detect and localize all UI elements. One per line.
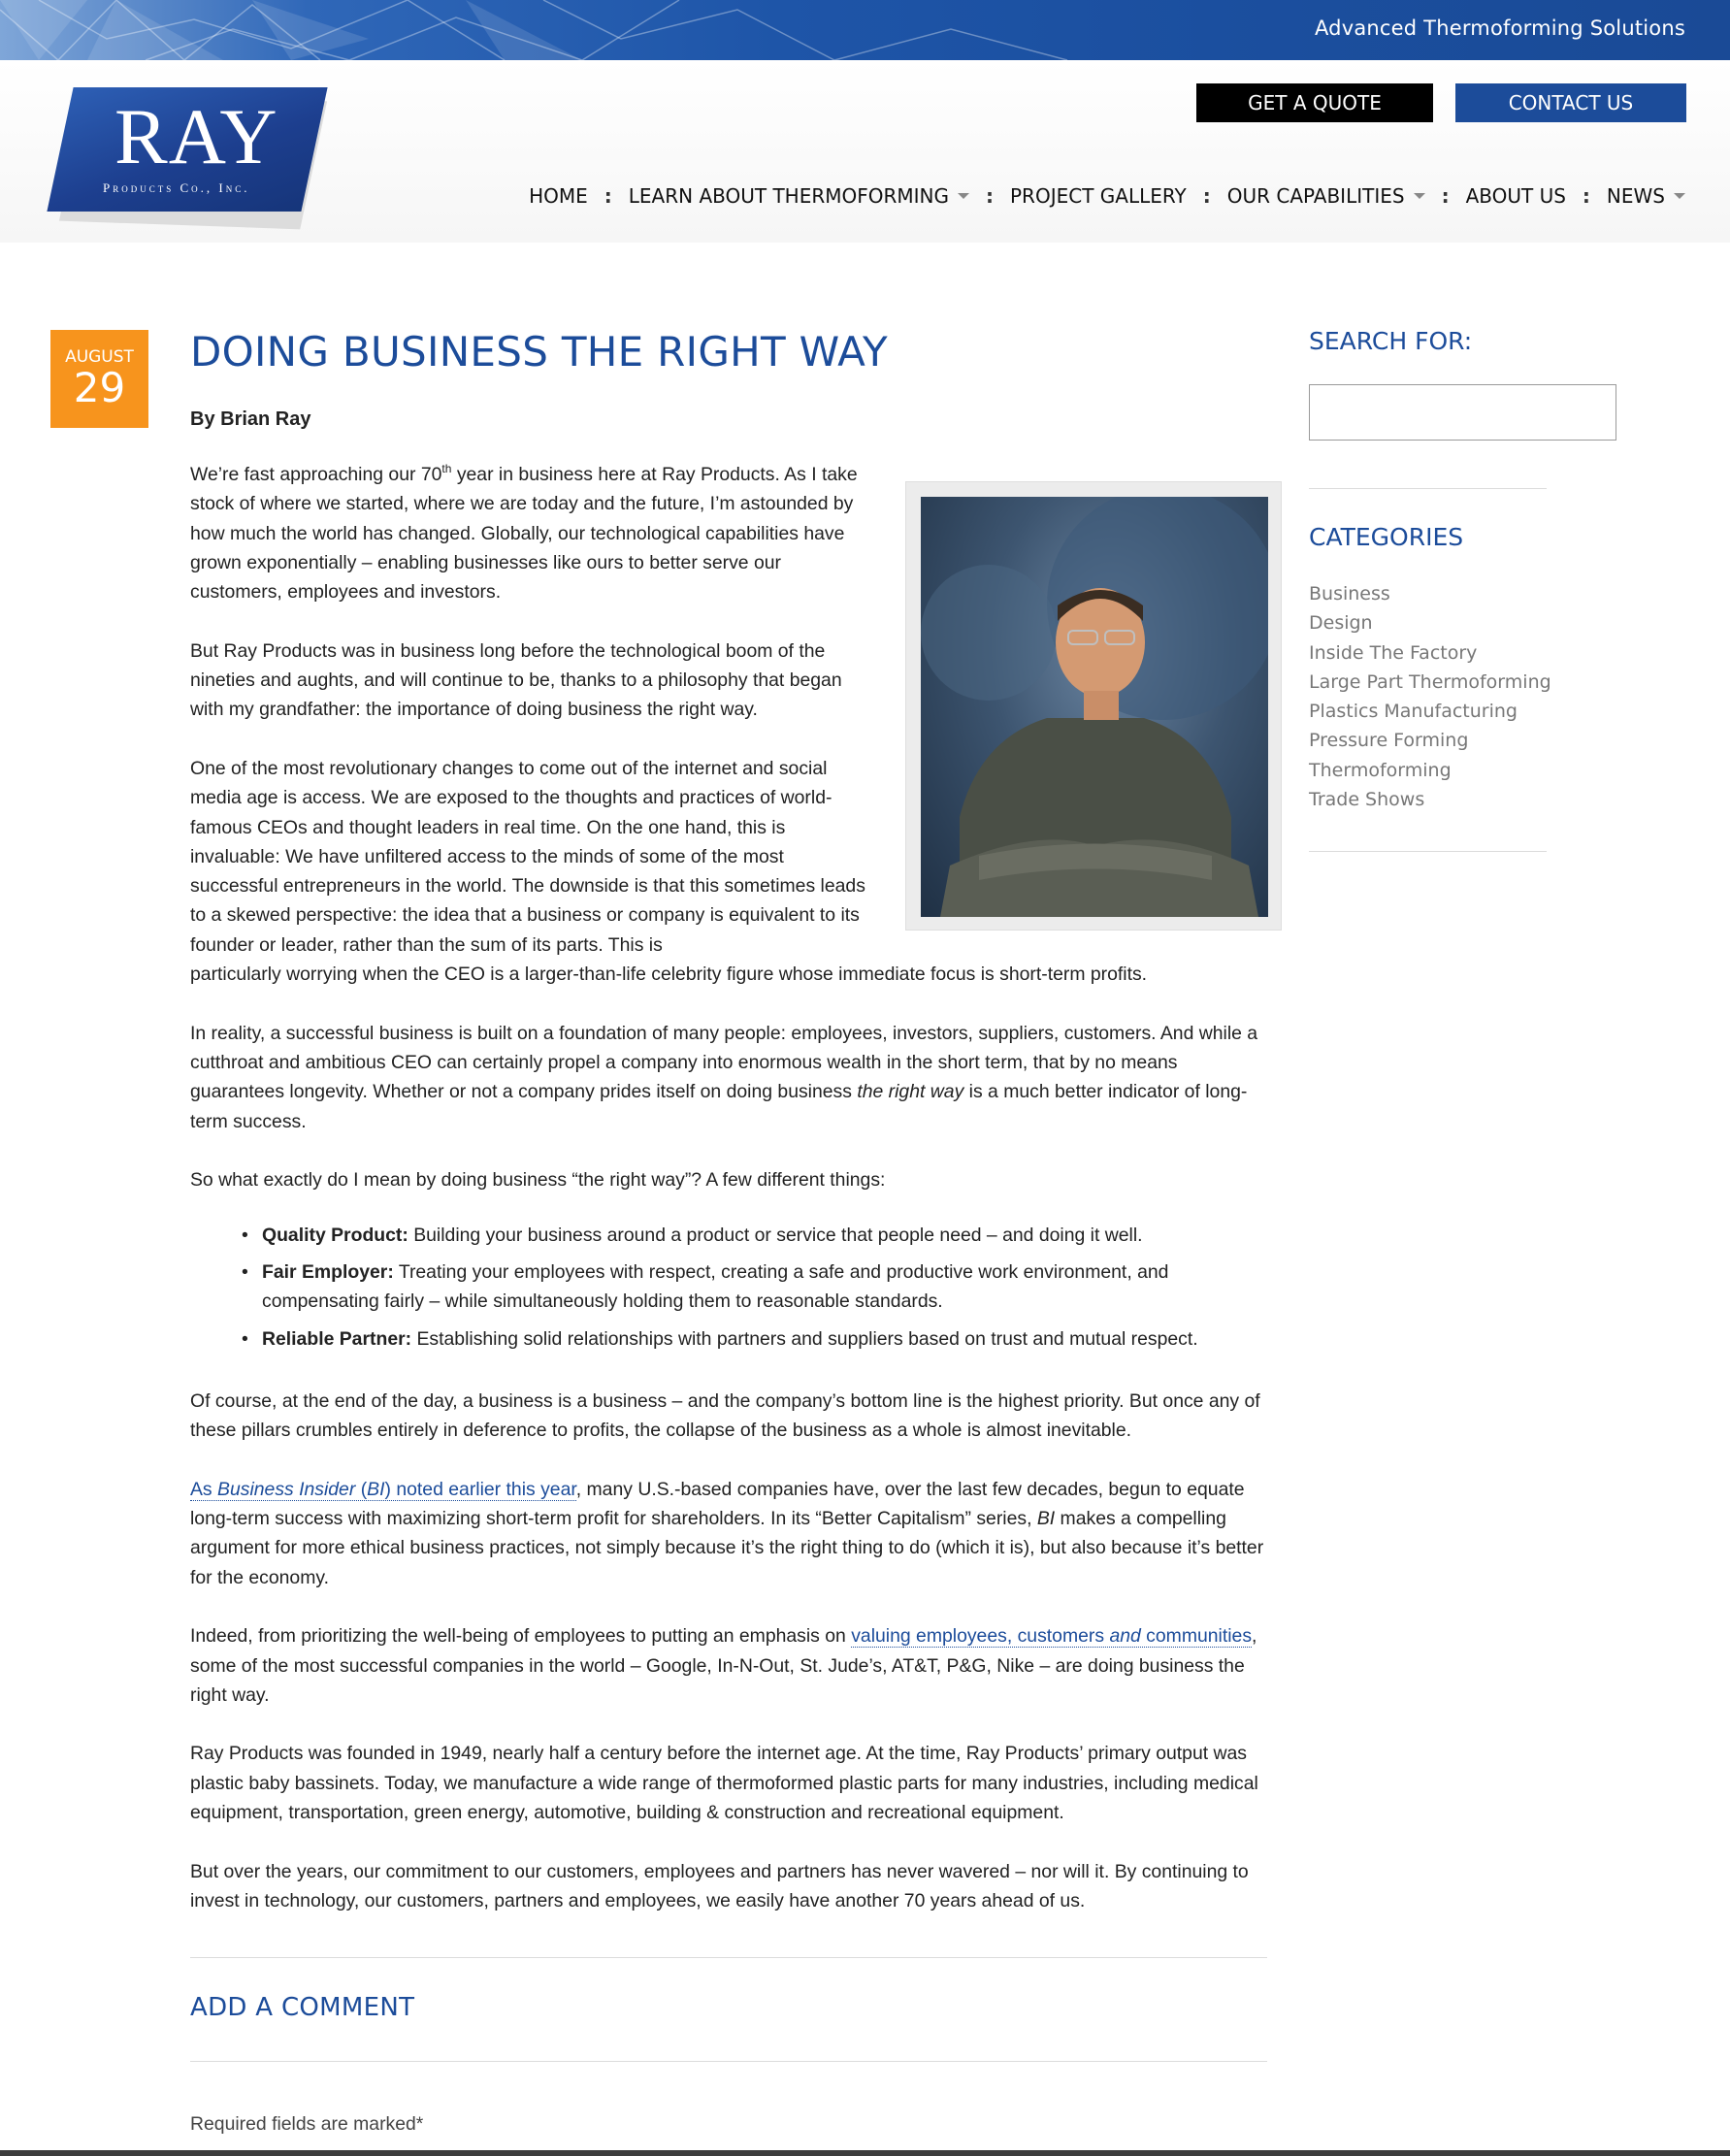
author-photo-frame	[905, 481, 1282, 931]
list-term: Quality Product:	[262, 1224, 408, 1246]
contact-us-button[interactable]: CONTACT US	[1455, 83, 1686, 122]
nav-separator: :	[986, 184, 994, 208]
text: valuing employees, customers	[851, 1625, 1110, 1648]
list-term: Reliable Partner:	[262, 1327, 412, 1350]
emphasis: BI	[367, 1478, 385, 1500]
valuing-employees-link[interactable]	[851, 1625, 1252, 1648]
category-link-inside-the-factory[interactable]: Inside The Factory	[1309, 641, 1478, 664]
text: particularly worrying when the CEO is a larger-than-life celebrity figure whose immediate focus is short-term profits.	[190, 964, 1148, 986]
paragraph	[190, 1019, 1269, 1136]
paragraph	[190, 1475, 1269, 1592]
footer-edge	[0, 2150, 1730, 2156]
paragraph: Of course, at the end of the day, a business is a business – and the company’s bottom line is the highest priority. But once any of these pillars crumbles entirely in deference to profits, the collapse of the business as a whole is almost inevitable.	[190, 1389, 1260, 1442]
paragraph: Ray Products was founded in 1949, nearly half a century before the internet age. At the time, Ray Products’ primary output was plastic baby bassinets. Today, we manufacture a wide range of thermoformed plastic parts for many industries, including medical equipment, transportation, green energy, automotive, building & construction and recreational equipment.	[190, 1743, 1258, 1824]
logo-subtitle: Products Co., Inc.	[103, 180, 250, 195]
business-insider-link[interactable]	[190, 1479, 576, 1501]
principles-list	[262, 1221, 1269, 1354]
text: One of the most revolutionary changes to come out of the internet and social media age is access. We are exposed to the thoughts and practices of world-famous CEOs and thought leaders in real time. On the one hand, this is invaluable: We have unfiltered access to the minds of some of the most successful entrepreneurs in the world. The downside is that this sometimes leads to a skewed perspective: the idea that a business or company is equivalent to its founder or leader, rather than the sum of its parts. This is	[190, 757, 865, 956]
nav-separator: :	[1441, 184, 1450, 208]
nav-item-home[interactable]	[529, 184, 588, 208]
comments-divider-top	[190, 1957, 1267, 1958]
author-figure	[921, 497, 1268, 917]
sidebar-divider	[1309, 488, 1547, 489]
emphasis: the right way	[857, 1081, 964, 1103]
nav-label: PROJECT GALLERY	[1010, 184, 1187, 208]
text: communities	[1140, 1625, 1253, 1648]
paragraph: So what exactly do I mean by doing business “the right way”? A few different things:	[190, 1169, 886, 1192]
text: In reality, a successful business is built on a foundation of many people: employees, investors, suppliers, customers. And while a cutthroat and ambitious CEO can certainly propel a company into enormous wealth in the short term, that by no means guarantees longevity. Whether or not a company prides itself on doing business	[190, 1022, 1258, 1103]
top-banner	[0, 0, 1730, 60]
paragraph: But over the years, our commitment to our customers, employees and partners has never wavered – nor will it. By continuing to invest in technology, our customers, partners and employees, we easily have another 70 years ahead of us.	[190, 1860, 1249, 1911]
list-item	[262, 1221, 1242, 1250]
caret-down-icon	[1674, 193, 1685, 199]
superscript: th	[441, 462, 452, 475]
text: makes a compelling argument for more ethical business practices, not simply because it’s the right thing to do (which it is), but also because it’s better for the economy.	[190, 1508, 1264, 1588]
post-title: DOING BUSINESS THE RIGHT WAY	[190, 328, 888, 376]
category-link-trade-shows[interactable]: Trade Shows	[1309, 789, 1425, 811]
categories-list	[1309, 579, 1551, 814]
nav-separator: :	[1582, 184, 1590, 208]
nav-separator: :	[604, 184, 612, 208]
search-heading: SEARCH FOR:	[1309, 327, 1473, 355]
text: We’re fast approaching our 70	[190, 464, 442, 485]
nav-item-news[interactable]	[1607, 184, 1685, 208]
add-comment-heading: ADD A COMMENT	[190, 1993, 415, 2022]
nav-item-project-gallery[interactable]	[1010, 184, 1187, 208]
nav-label: OUR CAPABILITIES	[1226, 184, 1405, 208]
emphasis: Business Insider	[217, 1478, 356, 1500]
caret-down-icon	[1414, 193, 1425, 199]
nav-label: ABOUT US	[1465, 184, 1566, 208]
nav-item-our-capabilities[interactable]	[1227, 184, 1425, 208]
post-date-month: AUGUST	[65, 347, 134, 367]
text: Treating your employees with respect, creating a safe and productive work environment, and compensating fairly – while simultaneously holding them to reasonable standards.	[262, 1261, 1169, 1313]
main-nav	[529, 184, 1685, 208]
category-link-large-part-thermoforming[interactable]: Large Part Thermoforming	[1309, 670, 1551, 693]
text: year in business here at Ray Products. As I take stock of where we started, where we are today and the future, I’m astounded by how much the world has changed. Globally, our technological capabilities have grown exponentially – enabling businesses like ours to better serve our customers, employees and investors.	[190, 464, 858, 604]
text: (	[355, 1478, 368, 1500]
nav-item-learn-about-thermoforming[interactable]	[629, 184, 969, 208]
text: Establishing solid relationships with partners and suppliers based on trust and mutual respect.	[411, 1327, 1198, 1350]
text: As	[190, 1478, 218, 1500]
text: , many U.S.-based companies have, over the last few decades, begun to equate long-term success with maximizing short-term profit for shareholders. In its “Better Capitalism” series,	[190, 1478, 1245, 1530]
text: Building your business around a product or service that people need – and doing it well.	[408, 1224, 1143, 1246]
list-item	[262, 1258, 1242, 1317]
post-byline: By Brian Ray	[190, 408, 311, 430]
paragraph	[190, 460, 869, 606]
emphasis: BI	[1036, 1508, 1056, 1530]
list-item	[262, 1324, 1242, 1354]
comments-divider-bottom	[190, 2061, 1267, 2062]
text: is a much better indicator of long-term success.	[190, 1081, 1248, 1132]
nav-label: NEWS	[1606, 184, 1665, 208]
text: , some of the most successful companies in the world – Google, In-N-Out, St. Jude’s, AT&T, P&G, Nike – are doing business the right way.	[190, 1625, 1257, 1706]
category-link-design[interactable]: Design	[1309, 612, 1373, 635]
required-fields-note: Required fields are marked*	[190, 2113, 424, 2135]
paragraph	[190, 1621, 1269, 1710]
paragraph: But Ray Products was in business long before the technological boom of the nineties and aughts, and will continue to be, thanks to a philosophy that began with my grandfather: the importance of doing business the right way.	[190, 639, 842, 721]
nav-label: HOME	[529, 184, 588, 208]
logo-wordmark: RAY	[114, 92, 278, 180]
list-term: Fair Employer:	[262, 1261, 394, 1284]
text: Indeed, from prioritizing the well-being of employees to putting an emphasis on	[190, 1625, 852, 1648]
categories-heading: CATEGORIES	[1309, 523, 1464, 551]
caret-down-icon	[958, 193, 969, 199]
post-date-day: 29	[73, 364, 126, 411]
category-link-plastics-manufacturing[interactable]: Plastics Manufacturing	[1309, 701, 1518, 723]
search-input[interactable]	[1309, 384, 1616, 441]
ray-products-logo[interactable]	[50, 83, 324, 239]
category-link-thermoforming[interactable]: Thermoforming	[1309, 759, 1452, 781]
nav-separator: :	[1202, 184, 1211, 208]
get-a-quote-button[interactable]: GET A QUOTE	[1196, 83, 1433, 122]
nav-label: LEARN ABOUT THERMOFORMING	[628, 184, 949, 208]
site-header	[0, 60, 1730, 243]
tagline: Advanced Thermoforming Solutions	[1314, 16, 1685, 40]
post-date-badge	[50, 330, 148, 428]
sidebar-divider	[1309, 851, 1547, 852]
nav-item-about-us[interactable]	[1466, 184, 1566, 208]
text: ) noted earlier this year	[384, 1478, 576, 1500]
author-photo	[921, 497, 1268, 917]
emphasis: and	[1109, 1625, 1141, 1648]
category-link-pressure-forming[interactable]: Pressure Forming	[1309, 730, 1469, 752]
category-link-business[interactable]: Business	[1309, 583, 1390, 604]
